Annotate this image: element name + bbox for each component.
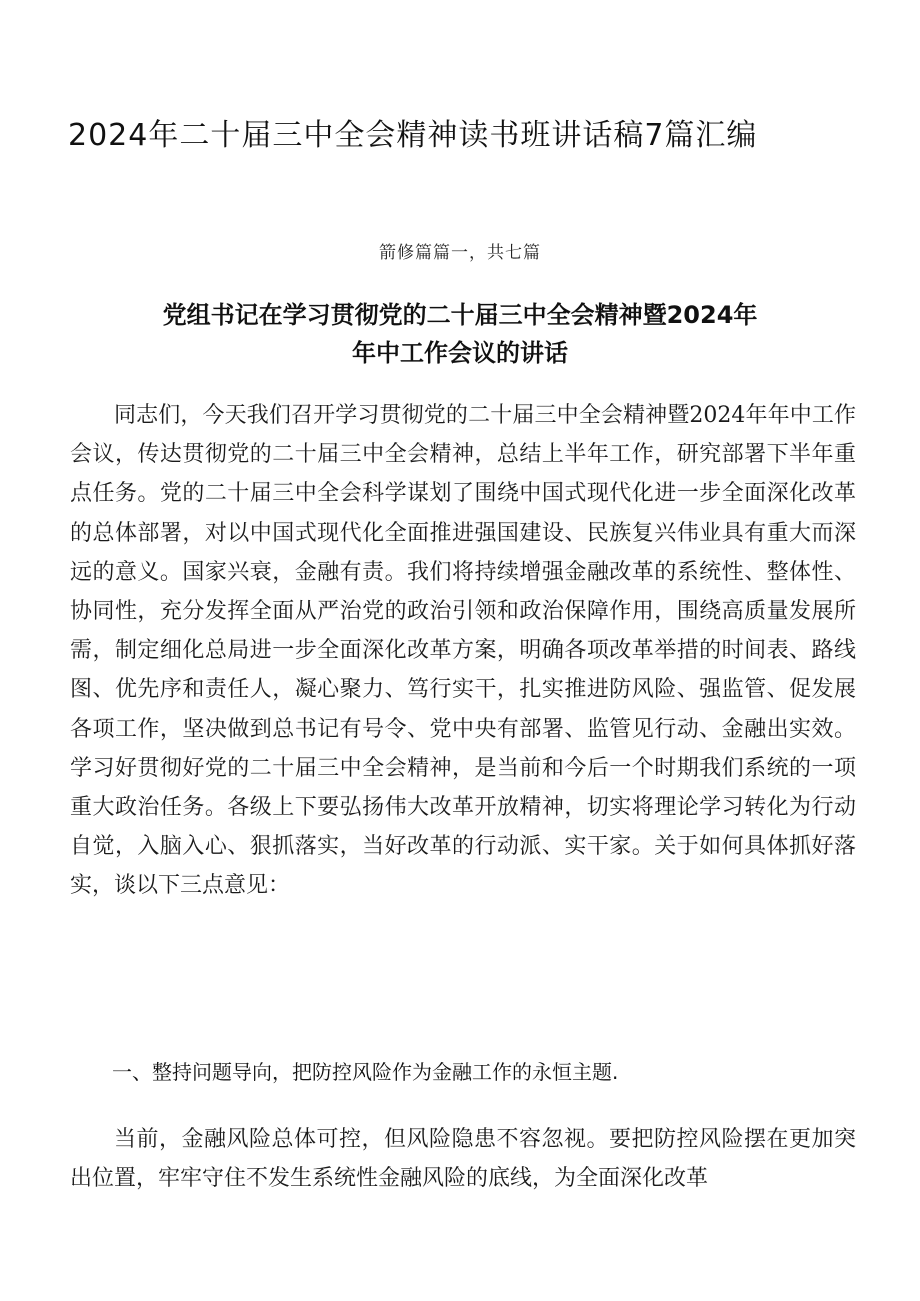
speech-title-line-1: 党组书记在学习贯彻党的二十届三中全会精神暨2024年 [162,301,758,329]
speech-title [110,296,810,372]
speech-title-line-2: 年中工作会议的讲话 [352,339,568,367]
body-paragraph-1: 同志们，今天我们召开学习贯彻党的二十届三中全会精神暨2024年年中工作会议，传达贯彻党的二十届三中全会精神，总结上半年工作，研究部署下半年重点任务。党的二十届三中全会科学谋划了围绕中国式现代化进一步全面深化改革的总体部署，对以中国式现代化全面推进强国建设、民族复兴伟业具有重大而深远的意义。国家兴衰，金融有责。我们将持续增强金融改革的系统性、整体性、协同性，充分发挥全面从严治党的政治引领和政治保障作用，围绕高质量发展所需，制定细化总局进一步全面深化改革方案，明确各项改革举措的时间表、路线图、优先序和责任人，凝心聚力、笃行实干，扎实推进防风险、强监管、促发展各项工作，坚决做到总书记有号令、党中央有部署、监管见行动、金融出实效。学习好贯彻好党的二十届三中全会精神，是当前和今后一个时期我们系统的一项重大政治任务。各级上下要弘扬伟大改革开放精神，切实将理论学习转化为行动自觉，入脑入心、狠抓落实，当好改革的行动派、实干家。关于如何具体抓好落实，谈以下三点意见： [70,403,856,899]
document-title: 2024年二十届三中全会精神读书班讲话稿7篇汇编 [68,118,758,153]
section-heading-1: 一、整持问题导向，把防控风险作为金融工作的永恒主题. [112,1060,619,1084]
part-label: 箭修篇篇一，共七篇 [379,243,541,263]
body-paragraph-2: 当前，金融风险总体可控，但风险隐患不容忽视。要把防控风险摆在更加突出位置，牢牢守住不发生系统性金融风险的底线，为全面深化改革 [70,1127,856,1192]
